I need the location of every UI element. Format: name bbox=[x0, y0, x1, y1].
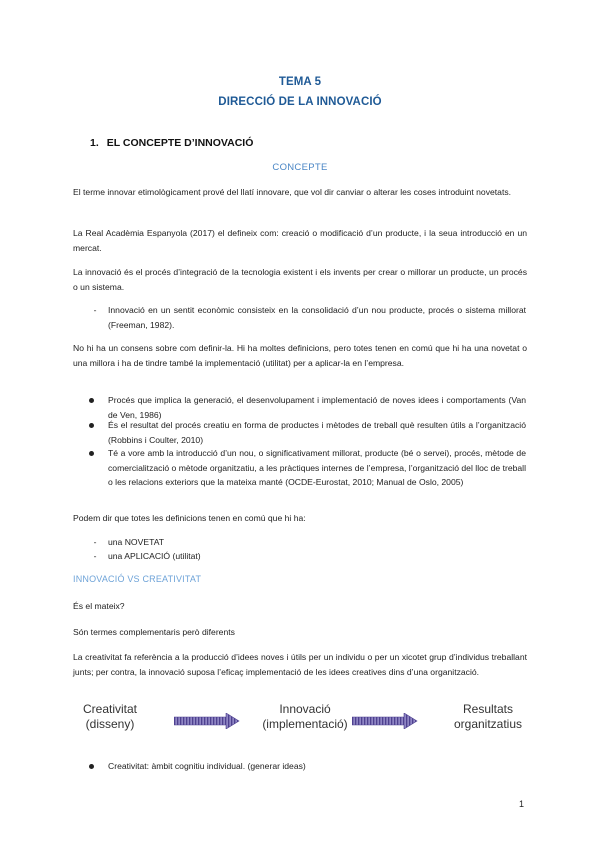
page-number: 1 bbox=[518, 799, 524, 809]
list-item bbox=[93, 303, 526, 332]
diagram-node-creativitat bbox=[70, 702, 150, 732]
diagram-node-subtitle: (implementació) bbox=[262, 717, 348, 731]
list-item bbox=[108, 446, 526, 490]
list-item-text: És el resultat del procés creatiu en forma de productes i mètodes de treball què resulten útils a l’organització (Robbins i Coulter, 2010) bbox=[108, 420, 526, 445]
section-heading-1 bbox=[90, 137, 253, 149]
paragraph-definition: La innovació és el procés d’integració de la tecnologia existent i els invents per crear o millorar un producte, un procés o un sistema. bbox=[73, 267, 527, 292]
diagram-node-subtitle: organitzatius bbox=[453, 717, 523, 731]
paragraph-etymology: El terme innovar etimològicament prové del llatí innovare, que vol dir canviar o alterar les coses introduint novetats. bbox=[73, 187, 512, 197]
dash-marker: - bbox=[93, 551, 97, 561]
diagram-node-innovacio bbox=[250, 702, 360, 732]
list-item bbox=[108, 418, 526, 447]
list-item-text: una NOVETAT bbox=[108, 537, 165, 547]
diagram-node-title: Resultats bbox=[462, 702, 514, 716]
bullet-icon bbox=[89, 451, 94, 456]
list-item-text: Procés que implica la generació, el desenvolupament i implementació de noves idees i comportaments (Van de Ven, 1986) bbox=[108, 395, 526, 420]
section-number: 1. bbox=[90, 137, 99, 149]
list-item-text: una APLICACIÓ (utilitat) bbox=[108, 551, 201, 561]
paragraph-rae: La Real Acadèmia Espanyola (2017) el defineix com: creació o modificació d’un producte, i la seua introducció en un mercat. bbox=[73, 228, 527, 253]
paragraph-common: Podem dir que totes les definicions tenen en comú que hi ha: bbox=[73, 513, 306, 523]
list-item-text: Innovació en un sentit econòmic consisteix en la consolidació d’un nou producte, procés o sistema millorat (Freeman, 1982). bbox=[108, 305, 526, 330]
dash-marker: - bbox=[93, 537, 97, 547]
paragraph-question: És el mateix? bbox=[73, 601, 125, 611]
paragraph-answer: Són termes complementaris però diferents bbox=[73, 627, 235, 637]
process-diagram bbox=[60, 702, 540, 748]
diagram-node-subtitle: (disseny) bbox=[85, 717, 135, 731]
list-item-text: Té a vore amb la introducció d’un nou, o significativament millorat, producte (bé o servei), procés, mètode de comercialització o mètode organitzatiu, a les pràctiques internes de l’empresa, l’organització del lloc de treball o les relacions exteriors que la mateixa manté (OCDE-Eurostat, 2010; Manual de Oslo, 2005) bbox=[108, 448, 526, 487]
bullet-icon bbox=[89, 398, 94, 403]
section-title: EL CONCEPTE D’INNOVACIÓ bbox=[106, 137, 254, 149]
paragraph-consensus: No hi ha un consens sobre com definir-la. Hi ha moltes definicions, pero totes tenen en comú que hi ha una novetat o una millora i ha de tindre també la implementació (utilitat) per a aplicar-la en l’empresa. bbox=[73, 343, 527, 368]
subheading-innovacio-vs-creativitat: INNOVACIÓ VS CREATIVITAT bbox=[73, 574, 202, 584]
bullet-icon bbox=[89, 764, 94, 769]
list-item bbox=[93, 535, 526, 550]
diagram-node-title: Creativitat bbox=[82, 702, 138, 716]
list-item-text: Creativitat: àmbit cognitiu individual. (generar ideas) bbox=[108, 761, 306, 771]
paragraph-creativity: La creativitat fa referència a la producció d’idees noves i útils per un individu o per un xicotet grup d’individus treballant junts; per contra, la innovació suposa l’eficaç implementació de les idees creatives dins d’una organització. bbox=[73, 652, 527, 677]
bullet-icon bbox=[89, 423, 94, 428]
diagram-node-resultats bbox=[438, 702, 538, 732]
arrow-right-icon bbox=[174, 713, 240, 729]
arrow-right-icon bbox=[352, 713, 418, 729]
list-item bbox=[93, 549, 526, 564]
list-item bbox=[108, 759, 526, 774]
document-title: DIRECCIÓ DE LA INNOVACIÓ bbox=[218, 96, 382, 108]
tema-label: TEMA 5 bbox=[278, 76, 322, 88]
subheading-concepte: CONCEPTE bbox=[272, 162, 328, 173]
diagram-node-title: Innovació bbox=[279, 702, 331, 716]
dash-marker: - bbox=[93, 305, 97, 315]
